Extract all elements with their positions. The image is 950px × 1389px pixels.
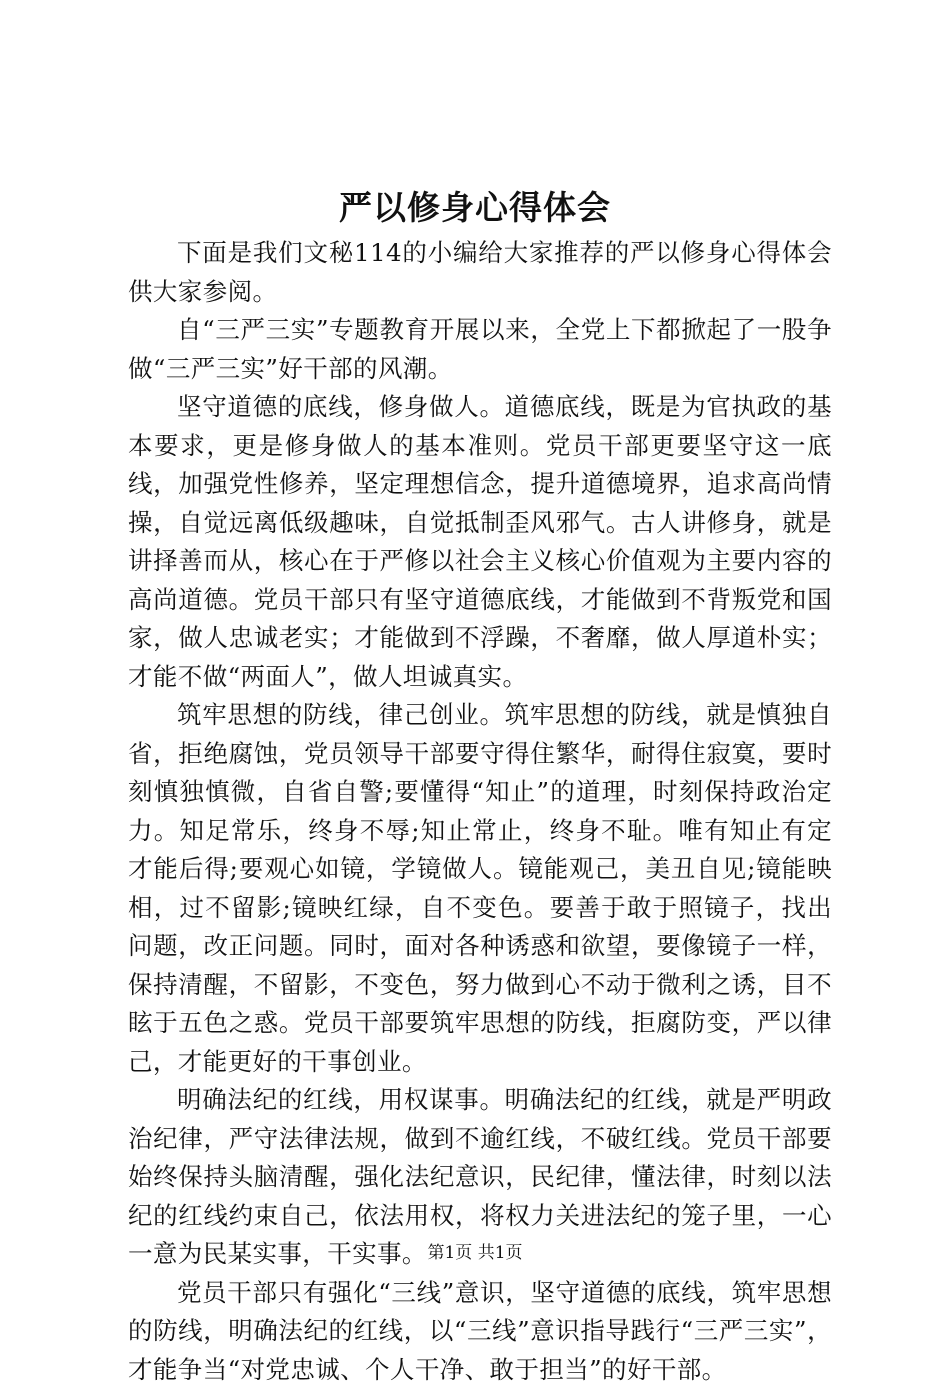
paragraph-moral-bottom-line: 坚守道德的底线，修身做人。道德底线，既是为官执政的基本要求，更是修身做人的基本准则。党员干部更要坚守这一底线，加强党性修养，坚定理想信念，提升道德境界，追求高尚情操，自觉远离低级趣味，自觉抵制歪风邪气。古人讲修身，就是讲择善而从，核心在于严修以社会主义核心价值观为主要内容的高尚道德。党员干部只有坚守道德底线，才能做到不背叛党和国家，做人忠诚老实；才能做到不浮躁，不奢靡，做人厚道朴实；才能不做“两面人”，做人坦诚真实。	[128, 388, 832, 696]
paragraph-conclusion: 党员干部只有强化“三线”意识，坚守道德的底线，筑牢思想的防线，明确法纪的红线，以“三线”意识指导践行“三严三实”，才能争当“对党忠诚、个人干净、敢于担当”的好干部。	[128, 1274, 832, 1389]
paragraph-ideological-defense: 筑牢思想的防线，律己创业。筑牢思想的防线，就是慎独自省，拒绝腐蚀，党员领导干部要守得住繁华，耐得住寂寞，要时刻慎独慎微，自省自警;要懂得“知止”的道理，时刻保持政治定力。知足常乐，终身不辱;知止常止，终身不耻。唯有知止有定才能后得;要观心如镜，学镜做人。镜能观己，美丑自见;镜能映相，过不留影;镜映红绿，自不变色。要善于敢于照镜子，找出问题，改正问题。同时，面对各种诱惑和欲望，要像镜子一样，保持清醒，不留影，不变色，努力做到心不动于微利之诱，目不眩于五色之惑。党员干部要筑牢思想的防线，拒腐防变，严以律己，才能更好的干事创业。	[128, 696, 832, 1081]
document-title: 严以修身心得体会	[0, 182, 950, 234]
paragraph-background: 自“三严三实”专题教育开展以来，全党上下都掀起了一股争做“三严三实”好干部的风潮。	[128, 311, 832, 388]
page-footer: 第1页 共1页	[0, 1241, 950, 1265]
paragraph-legal-red-line: 明确法纪的红线，用权谋事。明确法纪的红线，就是严明政治纪律，严守法律法规，做到不逾红线，不破红线。党员干部要始终保持头脑清醒，强化法纪意识，民纪律，懂法律，时刻以法纪的红线约束自己，依法用权，将权力关进法纪的笼子里，一心一意为民某实事，干实事。	[128, 1081, 832, 1274]
document-body	[128, 234, 832, 1389]
paragraph-intro: 下面是我们文秘114的小编给大家推荐的严以修身心得体会供大家参阅。	[128, 234, 832, 311]
